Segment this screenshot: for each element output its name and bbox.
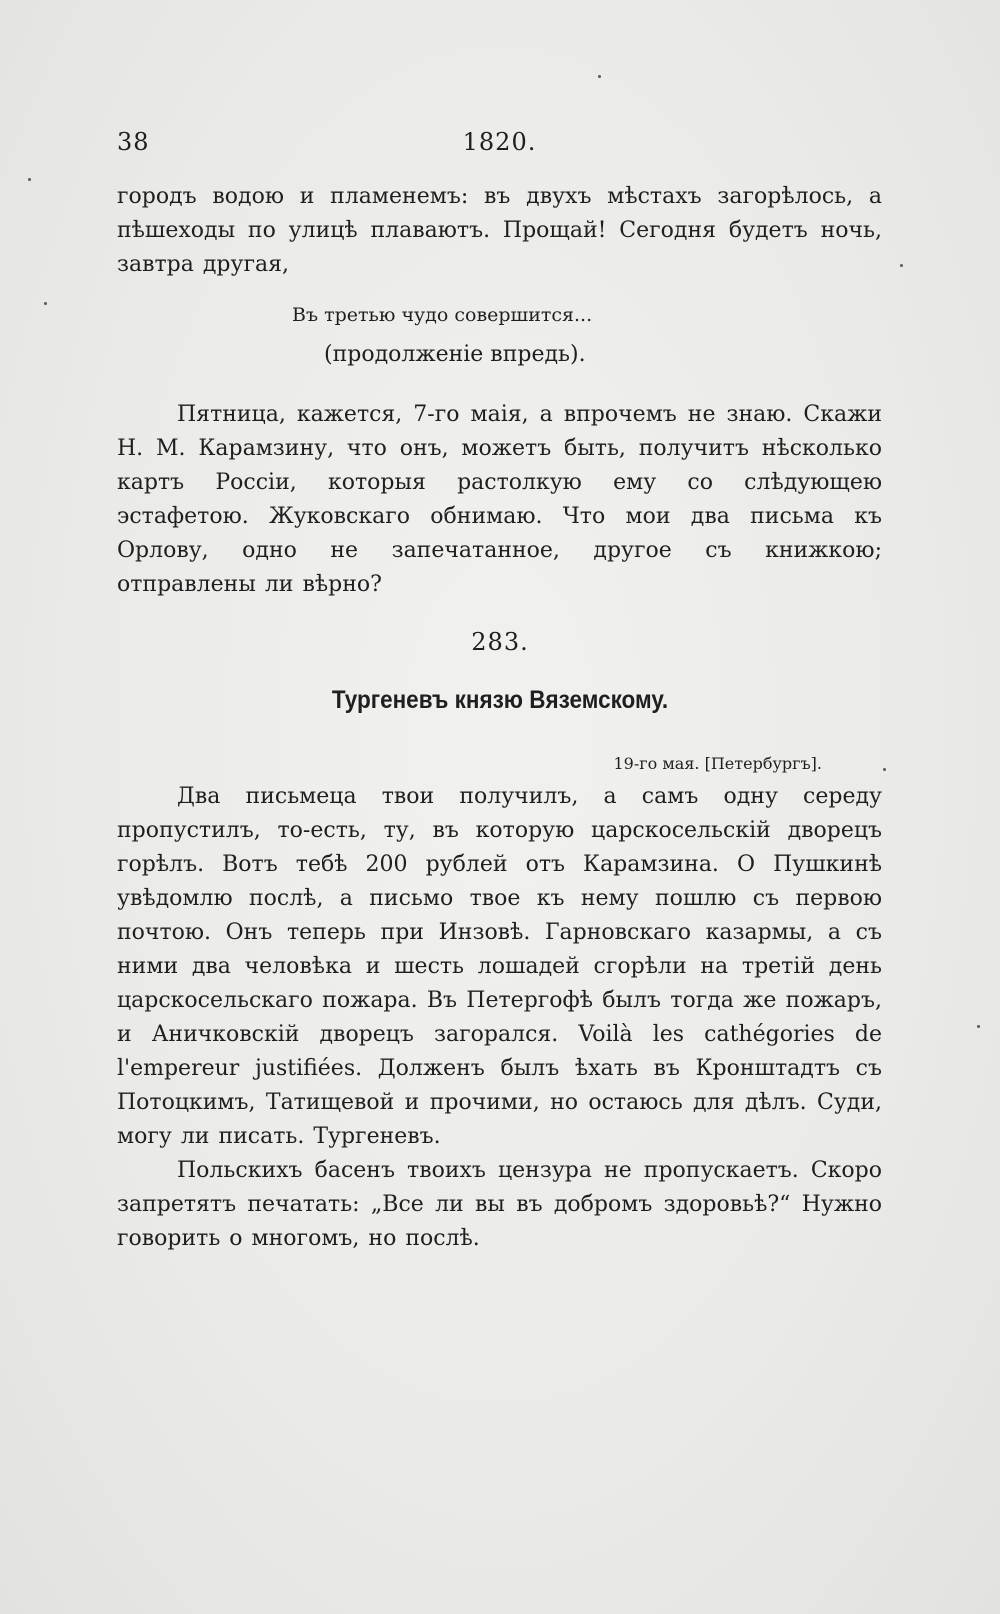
letter-number: 283.	[471, 628, 529, 656]
letter-body	[117, 780, 882, 1256]
scan-speck	[977, 1025, 980, 1028]
letter-title: Тургеневъ князю Вяземскому.	[331, 686, 669, 714]
letter-dateline: 19-го мая. [Петербургъ].	[613, 754, 822, 773]
scan-speck	[44, 302, 47, 305]
scan-speck	[598, 75, 601, 78]
page-header	[117, 128, 882, 168]
scan-speck	[28, 178, 31, 181]
continuation-note: (продолженіе впредь).	[324, 342, 586, 367]
postscript-block	[117, 398, 882, 602]
postscript-paragraph: Пятница, кажется, 7-го маія, а впрочемъ не знаю. Скажи Н. М. Карамзину, что онъ, можетъ быть, получитъ нѣсколько картъ Россіи, которыя растолкую ему со слѣдующею эстафетою. Жуковскаго обнимаю. Что мои два письма къ Орлову, одно не запечатанное, другое съ книжкою; отправлены ли вѣрно?	[117, 402, 882, 597]
letter-paragraph: Два письмеца твои получилъ, а самъ одну середу пропустилъ, то-есть, ту, въ которую царскосельскій дворецъ горѣлъ. Вотъ тебѣ 200 рублей отъ Карамзина. О Пушкинѣ увѣдомлю послѣ, а письмо твое къ нему пошлю съ первою почтою. Онъ теперь при Инзовѣ. Гарновскаго казармы, а съ ними два человѣка и шесть лошадей сгорѣли на третій день царскосельскаго пожара. Въ Петергофѣ былъ тогда же пожаръ, и Аничковскій дворецъ загорался. Voilà les cathégories de l'empereur justifiées. Долженъ былъ ѣхать въ Кронштадтъ съ Потоцкимъ, Татищевой и прочими, но остаюсь для дѣлъ. Суди, могу ли писать. Тургеневъ.	[117, 784, 882, 1149]
verse-line: Въ третью чудо совершится...	[292, 304, 593, 326]
page-number: 38	[117, 128, 150, 156]
scan-speck	[900, 264, 903, 267]
running-header-year: 1820.	[462, 128, 537, 156]
scan-speck	[883, 768, 886, 771]
paragraph: городъ водою и пламенемъ: въ двухъ мѣстахъ загорѣлось, а пѣшеходы по улицѣ плаваютъ. Прощай! Сегодня будетъ ночь, завтра другая,	[117, 184, 882, 277]
continued-letter-paragraph	[117, 180, 882, 282]
letter-paragraph: Польскихъ басенъ твоихъ цензура не пропускаетъ. Скоро запретятъ печатать: „Все ли вы въ добромъ здоровьѣ?“ Нужно говорить о многомъ, но послѣ.	[117, 1158, 882, 1251]
